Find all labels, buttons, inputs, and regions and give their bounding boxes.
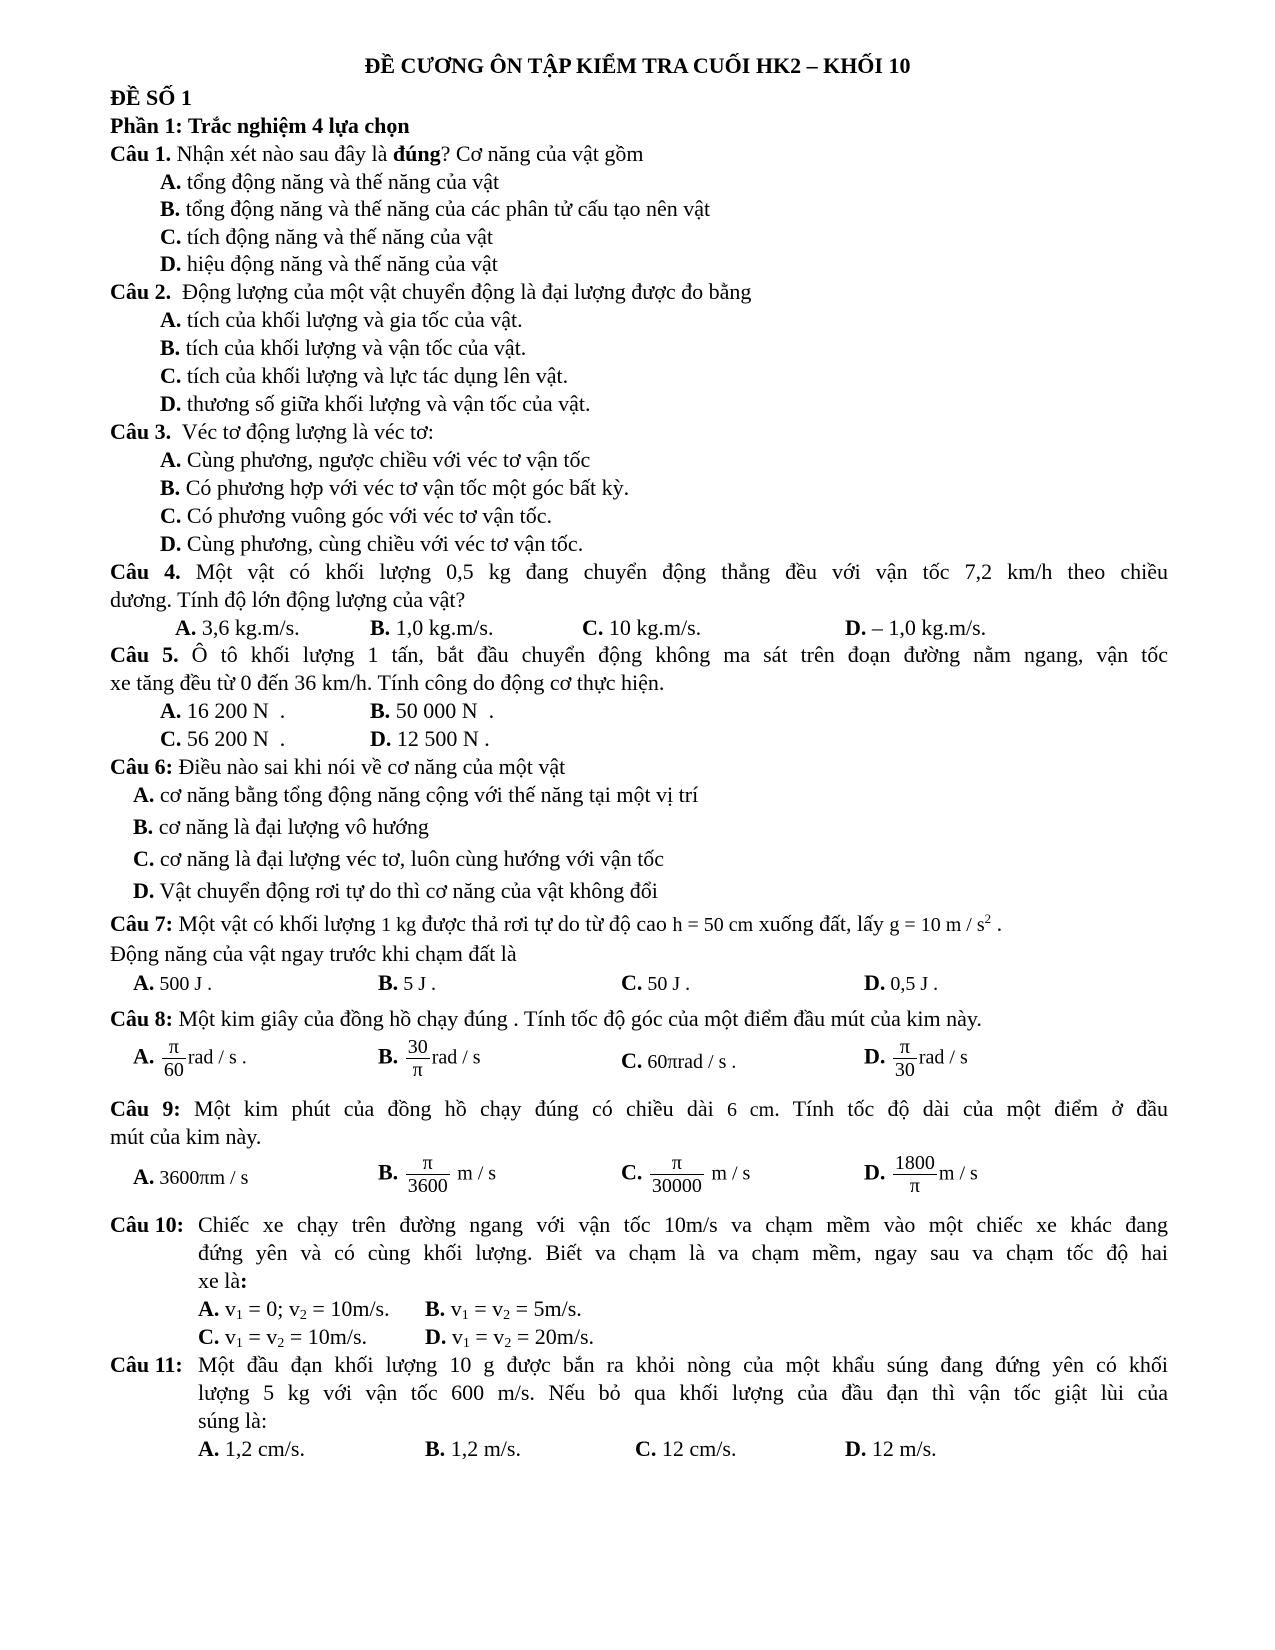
- option-text: v: [219, 1296, 236, 1321]
- question-6-stem: [110, 753, 565, 781]
- q6-option-a: [133, 781, 698, 809]
- q3-option-b: [160, 474, 629, 502]
- q1-option-b: [160, 195, 710, 223]
- fraction-denominator: π: [412, 1059, 423, 1081]
- option-key: A.: [133, 782, 155, 807]
- option-text: v: [445, 1296, 462, 1321]
- option-key: A.: [133, 1164, 155, 1189]
- option-unit: m / s: [457, 1162, 497, 1185]
- q9-option-a: [133, 1163, 248, 1192]
- question-10-stem-line2: đứng yên và có cùng khối lượng. Biết va chạm là va chạm mềm, ngay sau va chạm tốc độ hai: [198, 1240, 1168, 1265]
- option-key: D.: [845, 1436, 867, 1461]
- q4-option-c: [582, 614, 701, 642]
- option-text: cơ năng bằng tổng động năng cộng với thế năng tại một vị trí: [154, 782, 699, 807]
- question-text: xuống đất, lấy: [753, 911, 890, 936]
- option-text: 10 kg.m/s.: [603, 615, 702, 640]
- option-key: B.: [378, 970, 399, 995]
- q2-option-b: [160, 334, 526, 362]
- option-text: 0,5 J .: [885, 973, 939, 995]
- fraction-numerator: π: [893, 1036, 917, 1059]
- fraction-denominator: π: [909, 1175, 920, 1197]
- option-key: C.: [621, 970, 643, 995]
- option-key: A.: [160, 307, 182, 332]
- option-text: 56 200 N .: [181, 726, 286, 751]
- math-height: h = 50 cm: [672, 914, 754, 936]
- math-superscript: 2: [984, 911, 992, 926]
- q5-option-b: [370, 697, 494, 725]
- section-heading: Phần 1: Trắc nghiệm 4 lựa chọn: [110, 113, 410, 138]
- option-unit: rad / s: [431, 1046, 481, 1069]
- question-label: Câu 5.: [110, 642, 179, 667]
- q10-option-b: [425, 1295, 582, 1323]
- fraction-numerator: π: [162, 1036, 186, 1059]
- option-text: 12 cm/s.: [656, 1436, 737, 1461]
- option-text: 3600πm / s: [154, 1167, 249, 1189]
- q4-option-b: [370, 614, 493, 642]
- q8-option-a: [133, 1036, 247, 1081]
- option-text: = v: [242, 1324, 278, 1349]
- option-key: C.: [582, 615, 604, 640]
- q9-option-c: [621, 1152, 750, 1197]
- option-text: 1,0 kg.m/s.: [390, 615, 494, 640]
- fraction-denominator: 3600: [407, 1175, 448, 1197]
- q9-option-d: [864, 1152, 978, 1197]
- q11-option-c: [635, 1435, 736, 1463]
- fraction: [406, 1152, 450, 1197]
- q7-option-c: [621, 969, 690, 998]
- option-unit: m / s: [938, 1162, 978, 1185]
- option-key: A.: [133, 1043, 155, 1069]
- q2-option-c: [160, 362, 568, 390]
- question-text: Một kim phút của đồng hồ chạy đúng có chiều dài: [180, 1096, 728, 1121]
- option-key: A.: [175, 615, 197, 640]
- question-label: Câu 4.: [110, 559, 181, 584]
- question-11-stem: Một đầu đạn khối lượng 10 g được bắn ra khỏi nòng của một khẩu súng đang đứng yên có khối: [198, 1352, 1168, 1377]
- option-text: = 20m/s.: [511, 1324, 595, 1349]
- subscript: 2: [299, 1308, 307, 1323]
- option-key: C.: [160, 224, 182, 249]
- fraction-denominator: 30000: [651, 1175, 702, 1197]
- question-10-label: Câu 10:: [110, 1212, 184, 1237]
- document-title: ĐỀ CƯƠNG ÔN TẬP KIỂM TRA CUỐI HK2 – KHỐI 10: [364, 53, 911, 78]
- question-7-stem: [110, 910, 1002, 939]
- question-label: Câu 2.: [110, 279, 172, 304]
- question-4-stem: [110, 558, 1168, 586]
- q1-option-c: [160, 223, 493, 251]
- q3-option-c: [160, 502, 552, 530]
- option-text: 1,2 m/s.: [445, 1436, 521, 1461]
- question-label: Câu 9:: [110, 1096, 181, 1121]
- option-text: 3,6 kg.m/s.: [196, 615, 300, 640]
- fraction-numerator: 1800: [894, 1152, 935, 1174]
- option-text: v: [219, 1324, 236, 1349]
- question-label: Câu 1.: [110, 141, 172, 166]
- option-text: 12 500 N .: [391, 726, 490, 751]
- option-key: D.: [864, 1159, 886, 1185]
- option-key: D.: [160, 391, 182, 416]
- subscript: 1: [462, 1336, 470, 1351]
- question-11-label: Câu 11:: [110, 1352, 183, 1377]
- option-text: hiệu động năng và thế năng của vật: [181, 251, 498, 276]
- option-key: A.: [160, 447, 182, 472]
- option-key: B.: [160, 475, 181, 500]
- option-text: = 10m/s.: [284, 1324, 368, 1349]
- question-10-stem: Chiếc xe chạy trên đường ngang với vận tốc 10m/s va chạm mềm vào một chiếc xe khác đang: [198, 1212, 1168, 1237]
- option-key: C.: [160, 363, 182, 388]
- q10-option-a: [198, 1295, 390, 1323]
- fraction-numerator: 30: [407, 1036, 428, 1058]
- option-key: C.: [635, 1436, 657, 1461]
- fraction-denominator: 30: [894, 1059, 915, 1081]
- q7-option-b: [378, 969, 436, 998]
- subscript: 1: [235, 1308, 243, 1323]
- option-text: 1,2 cm/s.: [219, 1436, 305, 1461]
- option-key: C.: [621, 1159, 643, 1185]
- question-text: :: [240, 1268, 248, 1293]
- question-text: Một kim giây của đồng hồ chạy đúng . Tính tốc độ góc của một điểm đầu mút của kim này.: [172, 1006, 982, 1031]
- option-key: D.: [133, 878, 155, 903]
- option-key: C.: [160, 726, 182, 751]
- question-text: xe là: [198, 1268, 241, 1293]
- option-text: tích của khối lượng và lực tác dụng lên vật.: [181, 363, 569, 388]
- option-text: tổng động năng và thế năng của các phân tử cấu tạo nên vật: [180, 196, 711, 221]
- question-4-stem-line2: dương. Tính độ lớn động lượng của vật?: [110, 587, 466, 612]
- option-key: B.: [425, 1296, 446, 1321]
- q1-option-a: [160, 168, 499, 196]
- q1-option-d: [160, 250, 498, 278]
- question-text: Véc tơ động lượng là véc tơ:: [171, 419, 434, 444]
- q4-option-a: [175, 614, 300, 642]
- option-text: Cùng phương, cùng chiều với véc tơ vận tốc.: [181, 531, 584, 556]
- option-text: v: [446, 1324, 463, 1349]
- question-label: Câu 3.: [110, 419, 172, 444]
- option-key: A.: [198, 1436, 220, 1461]
- option-key: C.: [160, 503, 182, 528]
- question-1-stem: [110, 140, 643, 168]
- option-text: Cùng phương, ngược chiều với véc tơ vận tốc: [181, 447, 591, 472]
- option-text: tích của khối lượng và vận tốc của vật.: [180, 335, 527, 360]
- option-key: A.: [198, 1296, 220, 1321]
- q7-option-d: [864, 969, 938, 998]
- question-10-stem-line3: [198, 1267, 247, 1295]
- q5-option-a: [160, 697, 285, 725]
- subscript: 1: [461, 1308, 469, 1323]
- subscript: 2: [504, 1336, 512, 1351]
- q8-option-c: [621, 1047, 736, 1076]
- question-text: ? Cơ năng của vật gồm: [440, 141, 644, 166]
- option-unit: rad / s .: [187, 1046, 247, 1069]
- question-9-stem: [110, 1095, 1168, 1124]
- option-text: 5 J .: [398, 973, 436, 995]
- question-text: Nhận xét nào sau đây là: [171, 141, 393, 166]
- question-text: Động lượng của một vật chuyển động là đại lượng được đo bằng: [171, 279, 752, 304]
- option-text: 12 m/s.: [866, 1436, 937, 1461]
- option-key: D.: [864, 970, 886, 995]
- option-text: = 5m/s.: [510, 1296, 582, 1321]
- option-text: 60πrad / s .: [642, 1051, 737, 1073]
- question-text: .: [991, 911, 1003, 936]
- q5-option-c: [160, 725, 285, 753]
- q11-option-d: [845, 1435, 937, 1463]
- option-unit: m / s: [711, 1162, 751, 1185]
- option-text: 500 J .: [154, 973, 213, 995]
- q3-option-d: [160, 530, 583, 558]
- question-7-stem-line2: Động năng của vật ngay trước khi chạm đất là: [110, 941, 517, 966]
- option-text: tổng động năng và thế năng của vật: [181, 169, 500, 194]
- option-text: tích của khối lượng và gia tốc của vật.: [181, 307, 523, 332]
- option-key: C.: [198, 1324, 220, 1349]
- q8-option-b: [378, 1036, 481, 1081]
- fraction: [406, 1036, 430, 1081]
- question-label: Câu 7:: [110, 911, 173, 936]
- option-key: B.: [160, 335, 181, 360]
- q10-option-d: [425, 1323, 594, 1351]
- option-text: = 0; v: [242, 1296, 300, 1321]
- option-text: Có phương vuông góc với véc tơ vận tốc.: [181, 503, 553, 528]
- option-key: D.: [370, 726, 392, 751]
- option-text: cơ năng là đại lượng vô hướng: [153, 814, 429, 839]
- exam-number: ĐỀ SỐ 1: [110, 85, 192, 110]
- question-text: được thả rơi tự do từ độ cao: [416, 911, 673, 936]
- fraction-numerator: π: [406, 1152, 450, 1175]
- q2-option-d: [160, 390, 591, 418]
- option-text: = v: [468, 1296, 504, 1321]
- option-key: A.: [160, 698, 182, 723]
- option-text: 50 000 N .: [390, 698, 495, 723]
- q9-option-b: [378, 1152, 496, 1197]
- q10-option-c: [198, 1323, 367, 1351]
- question-text: Ô tô khối lượng 1 tấn, bắt đầu chuyển động không ma sát trên đoạn đường nằm ngang, vận tốc: [178, 642, 1168, 667]
- question-11-stem-line2: lượng 5 kg với vận tốc 600 m/s. Nếu bỏ qua khối lượng của đầu đạn thì vận tốc giật lùi của: [198, 1380, 1168, 1405]
- option-key: B.: [160, 196, 181, 221]
- option-text: thương số giữa khối lượng và vận tốc của vật.: [181, 391, 591, 416]
- option-key: B.: [133, 814, 154, 839]
- option-key: B.: [425, 1436, 446, 1461]
- q5-option-d: [370, 725, 490, 753]
- subscript: 2: [277, 1336, 285, 1351]
- q6-option-d: [133, 877, 658, 905]
- question-2-stem: [110, 278, 751, 306]
- q8-option-d: [864, 1036, 968, 1081]
- option-unit: rad / s: [918, 1046, 968, 1069]
- question-3-stem: [110, 418, 434, 446]
- math-mass: 1 kg: [381, 914, 417, 936]
- option-key: D.: [864, 1043, 886, 1069]
- option-key: A.: [160, 169, 182, 194]
- option-key: C.: [621, 1048, 643, 1073]
- option-key: C.: [133, 846, 155, 871]
- option-text: – 1,0 kg.m/s.: [866, 615, 987, 640]
- option-text: cơ năng là đại lượng véc tơ, luôn cùng hướng với vận tốc: [154, 846, 665, 871]
- option-key: D.: [160, 531, 182, 556]
- option-key: B.: [378, 1043, 399, 1069]
- option-key: D.: [845, 615, 867, 640]
- question-label: Câu 8:: [110, 1006, 173, 1031]
- q11-option-b: [425, 1435, 521, 1463]
- option-key: D.: [425, 1324, 447, 1349]
- q4-option-d: [845, 614, 986, 642]
- question-5-stem-line2: xe tăng đều từ 0 đến 36 km/h. Tính công do động cơ thực hiện.: [110, 670, 665, 695]
- option-text: = v: [469, 1324, 505, 1349]
- math-gravity: g = 10 m / s: [889, 914, 985, 936]
- question-5-stem: [110, 641, 1168, 669]
- option-key: B.: [378, 1159, 399, 1185]
- question-11-stem-line3: súng là:: [198, 1408, 268, 1433]
- question-9-stem-line2: mút của kim này.: [110, 1124, 262, 1149]
- math-length: 6 cm: [727, 1099, 775, 1121]
- q6-option-c: [133, 845, 664, 873]
- q2-option-a: [160, 306, 523, 334]
- option-key: B.: [370, 615, 391, 640]
- fraction-denominator: 60: [163, 1059, 184, 1081]
- option-key: B.: [370, 698, 391, 723]
- question-text: Điều nào sai khi nói về cơ năng của một vật: [172, 754, 566, 779]
- option-text: Vật chuyển động rơi tự do thì cơ năng của vật không đổi: [154, 878, 658, 903]
- question-label: Câu 6:: [110, 754, 173, 779]
- question-text: Một vật có khối lượng: [172, 911, 382, 936]
- fraction: [162, 1036, 186, 1081]
- question-emphasis: đúng: [392, 141, 441, 166]
- q6-option-b: [133, 813, 429, 841]
- fraction-numerator: π: [650, 1152, 704, 1175]
- q7-option-a: [133, 969, 212, 998]
- question-text: Một vật có khối lượng 0,5 kg đang chuyển động thẳng đều với vận tốc 7,2 km/h theo chiều: [180, 559, 1168, 584]
- option-text: 50 J .: [642, 973, 691, 995]
- option-key: A.: [133, 970, 155, 995]
- fraction: [893, 1036, 917, 1081]
- question-text: . Tính tốc độ dài của một điểm ở đầu: [774, 1096, 1168, 1121]
- subscript: 2: [503, 1308, 511, 1323]
- fraction: [650, 1152, 704, 1197]
- option-text: = 10m/s.: [306, 1296, 390, 1321]
- q3-option-a: [160, 446, 590, 474]
- option-text: tích động năng và thế năng của vật: [181, 224, 493, 249]
- fraction: [893, 1152, 937, 1197]
- option-text: 16 200 N .: [181, 698, 286, 723]
- option-key: D.: [160, 251, 182, 276]
- option-text: Có phương hợp với véc tơ vận tốc một góc bất kỳ.: [180, 475, 630, 500]
- subscript: 1: [235, 1336, 243, 1351]
- q11-option-a: [198, 1435, 305, 1463]
- question-8-stem: [110, 1005, 982, 1033]
